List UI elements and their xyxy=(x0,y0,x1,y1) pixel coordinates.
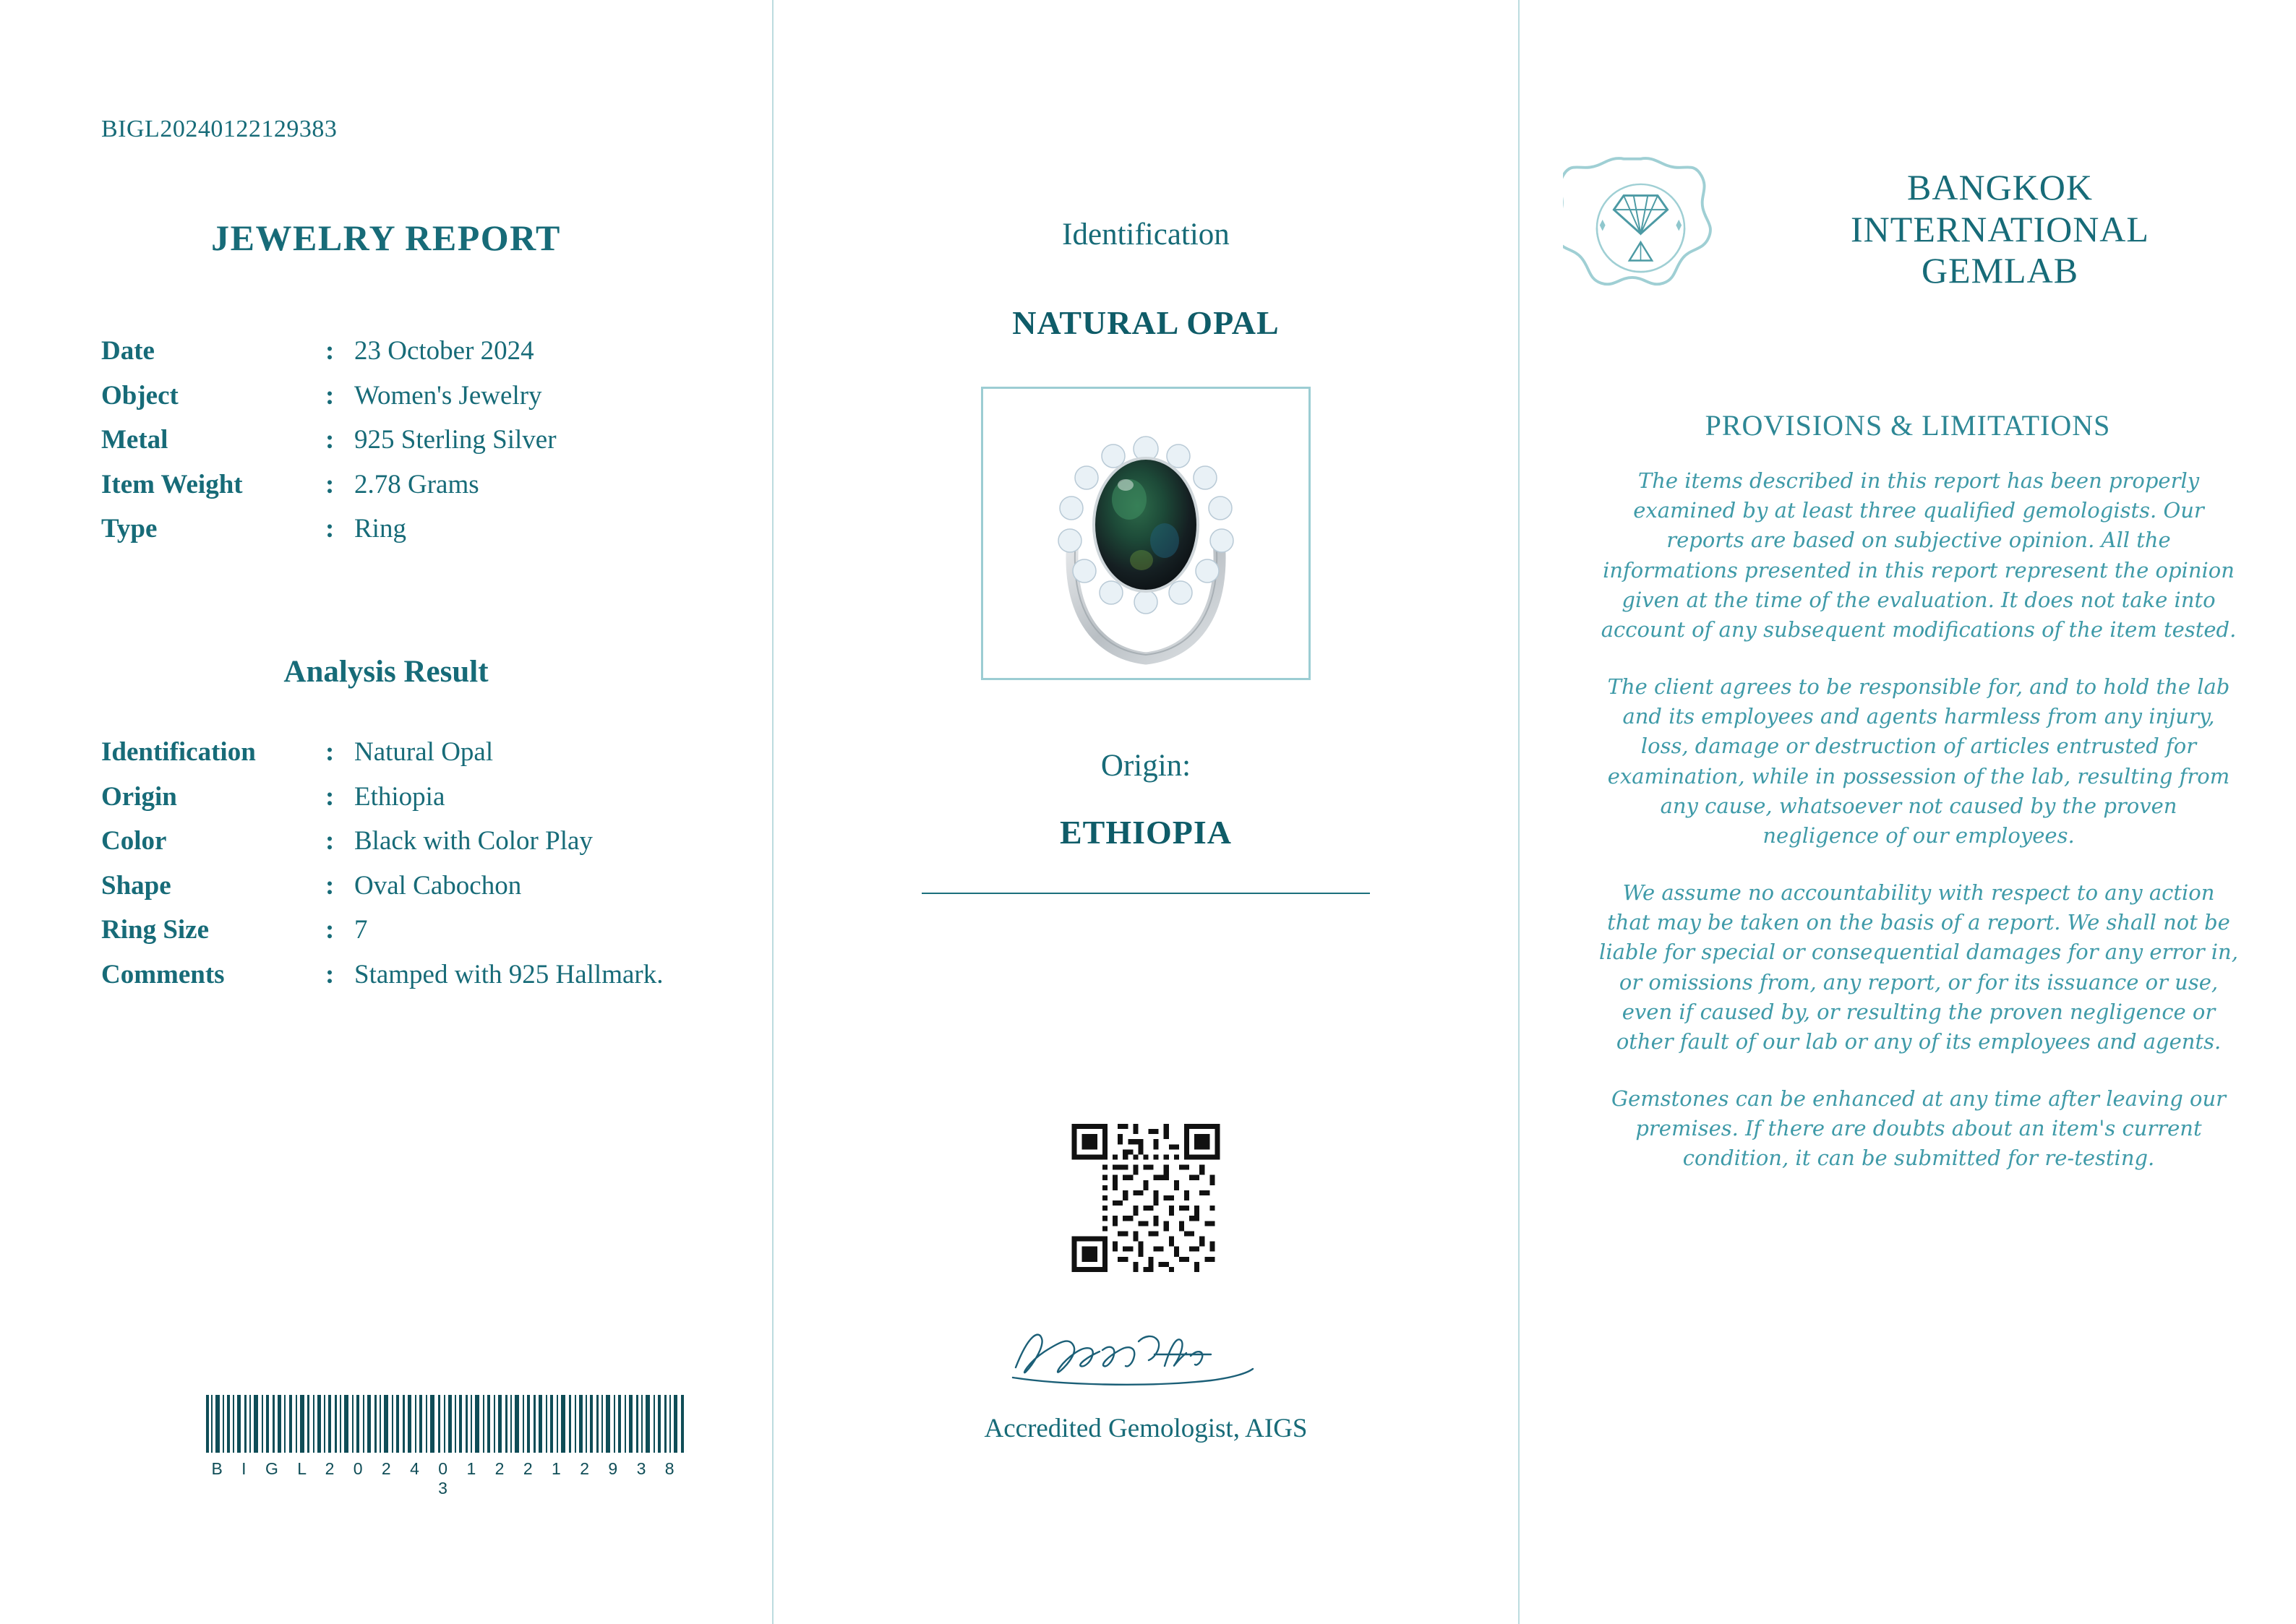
barcode xyxy=(206,1395,687,1498)
page-title: JEWELRY REPORT xyxy=(211,218,561,258)
analysis-label: Color xyxy=(101,826,167,856)
detail-label: Metal xyxy=(101,425,168,455)
provisions-title: PROVISIONS & LIMITATIONS xyxy=(1705,409,2111,442)
analysis-value: Stamped with 925 Hallmark. xyxy=(354,959,664,989)
detail-value: Ring xyxy=(354,514,406,544)
detail-value: 925 Sterling Silver xyxy=(354,425,557,455)
detail-colon: : xyxy=(325,425,335,455)
provisions-paragraph: The client agrees to be responsible for, and to hold the lab and its employees and agents harmless from any injury, loss, damage or destruction of articles entrusted for examination, while in possession of the lab, resulting from any cause, whatsoever not caused by the proven negligence of our employees. xyxy=(1607,674,2230,848)
signature xyxy=(994,1315,1298,1395)
item-details-table xyxy=(101,336,737,559)
detail-colon: : xyxy=(325,380,335,411)
table-row xyxy=(101,737,752,782)
analysis-colon: : xyxy=(325,826,335,856)
brand-line-3: GEMLAB xyxy=(1921,250,2079,291)
detail-colon: : xyxy=(325,469,335,499)
analysis-value: Natural Opal xyxy=(354,737,494,767)
brand-title xyxy=(1718,167,2296,292)
analysis-colon: : xyxy=(325,959,335,989)
brand-line-2: INTERNATIONAL xyxy=(1851,208,2149,249)
table-row xyxy=(101,915,752,960)
analysis-colon: : xyxy=(325,915,335,945)
left-column xyxy=(0,0,772,1624)
divider xyxy=(922,893,1370,894)
table-row xyxy=(101,871,752,916)
analysis-label: Shape xyxy=(101,870,171,901)
gem-photo xyxy=(981,387,1311,680)
qr-code-icon[interactable] xyxy=(1072,1124,1220,1272)
brand-header xyxy=(1520,152,2296,307)
detail-label: Object xyxy=(101,380,179,411)
table-row xyxy=(101,336,737,381)
analysis-value: 7 xyxy=(354,915,368,945)
table-row xyxy=(101,381,737,426)
origin-label: Origin: xyxy=(1100,749,1191,783)
detail-label: Date xyxy=(101,336,155,366)
table-row xyxy=(101,960,752,1005)
detail-value: 2.78 Grams xyxy=(354,469,479,499)
detail-value: 23 October 2024 xyxy=(354,336,534,366)
provisions-paragraph: Gemstones can be enhanced at any time after leaving our premises. If there are doubts about an item's current condition, it can be submitted for re-testing. xyxy=(1611,1086,2227,1171)
barcode-bars-icon xyxy=(206,1395,687,1453)
barcode-text: B I G L 2 0 2 4 0 1 2 2 1 2 9 3 8 3 xyxy=(211,1459,682,1498)
table-row xyxy=(101,425,737,470)
provisions-paragraph: The items described in this report has been properly examined by at least three qualified gemologists. Our reports are based on subjective opinion. All the informations presented in this report represent the opinion given at the time of the evaluation. It does not take into account of any subsequent modifications of the item tested. xyxy=(1601,468,2237,642)
origin-value: ETHIOPIA xyxy=(1059,814,1233,851)
ring-photo-icon xyxy=(987,392,1305,674)
analysis-label: Ring Size xyxy=(101,915,210,945)
provisions-paragraph: We assume no accountability with respect to any action that may be taken on the basis of a report. We shall not be liable for special or consequential damages for any error in, or omissions from, any report, or for its issuance or use, even if caused by, or resulting the proven negligence or other fault of our lab or any of its employees and agents. xyxy=(1599,880,2238,1054)
analysis-result-title: Analysis Result xyxy=(283,655,489,689)
table-row xyxy=(101,514,737,559)
reference-code: BIGL20240122129383 xyxy=(101,116,338,142)
detail-value: Women's Jewelry xyxy=(354,380,542,411)
provisions-body xyxy=(1599,466,2238,1201)
analysis-value: Oval Cabochon xyxy=(354,870,522,901)
detail-label: Item Weight xyxy=(101,469,243,499)
qr-code[interactable] xyxy=(1072,1124,1220,1272)
signature-icon xyxy=(994,1315,1298,1395)
detail-colon: : xyxy=(325,514,335,544)
table-row xyxy=(101,782,752,827)
table-row xyxy=(101,470,737,515)
identification-label: Identification xyxy=(1062,218,1230,252)
analysis-result-table xyxy=(101,737,752,1004)
analysis-value: Ethiopia xyxy=(354,781,445,812)
analysis-colon: : xyxy=(325,737,335,767)
table-row xyxy=(101,826,752,871)
gemologist-caption: Accredited Gemologist, AIGS xyxy=(984,1414,1308,1443)
detail-colon: : xyxy=(325,336,335,366)
analysis-label: Comments xyxy=(101,959,225,989)
analysis-label: Origin xyxy=(101,781,177,812)
detail-label: Type xyxy=(101,514,158,544)
analysis-colon: : xyxy=(325,781,335,812)
right-column xyxy=(1520,0,2296,1624)
identification-value: NATURAL OPAL xyxy=(1012,304,1280,341)
center-column xyxy=(772,0,1520,1624)
gemlab-logo-icon xyxy=(1563,152,1718,307)
analysis-value: Black with Color Play xyxy=(354,826,593,856)
analysis-colon: : xyxy=(325,870,335,901)
analysis-label: Identification xyxy=(101,737,256,767)
brand-line-1: BANGKOK xyxy=(1907,167,2093,208)
